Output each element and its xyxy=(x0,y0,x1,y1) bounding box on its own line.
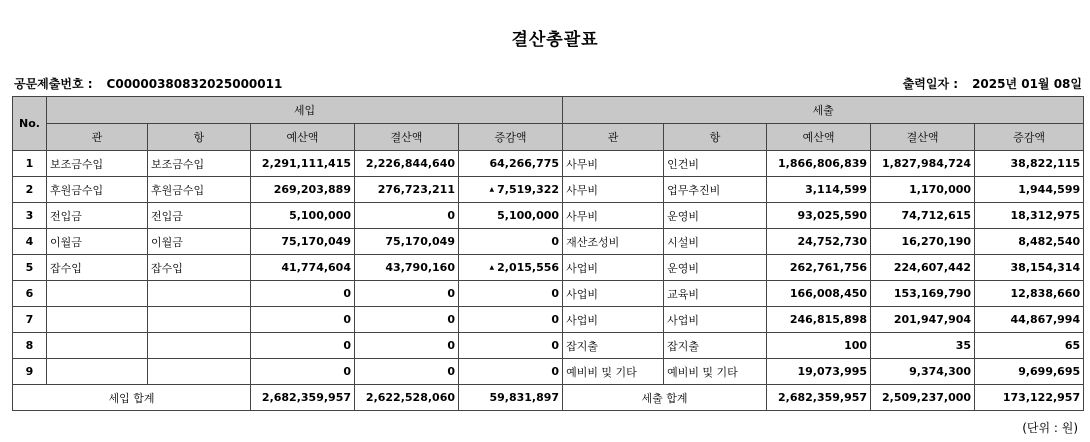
expense-diff: 18,312,975 xyxy=(975,203,1084,229)
row-no: 7 xyxy=(13,307,47,333)
income-budget: 0 xyxy=(251,307,355,333)
expense-hang: 인건비 xyxy=(664,151,767,177)
print-date xyxy=(903,75,1082,92)
income-hang xyxy=(148,333,251,359)
expense-settle: 201,947,904 xyxy=(871,307,975,333)
income-hang xyxy=(148,359,251,385)
expense-diff: 38,154,314 xyxy=(975,255,1084,281)
income-gwan xyxy=(47,359,148,385)
row-no: 9 xyxy=(13,359,47,385)
expense-settle: 224,607,442 xyxy=(871,255,975,281)
income-diff: 0 xyxy=(459,281,563,307)
header-in-settle: 결산액 xyxy=(355,124,459,151)
expense-hang: 시설비 xyxy=(664,229,767,255)
expense-total-diff: 173,122,957 xyxy=(975,385,1084,411)
income-gwan: 이월금 xyxy=(47,229,148,255)
header-ex-settle: 결산액 xyxy=(871,124,975,151)
income-total-settle: 2,622,528,060 xyxy=(355,385,459,411)
income-hang: 전입금 xyxy=(148,203,251,229)
expense-settle: 16,270,190 xyxy=(871,229,975,255)
income-hang xyxy=(148,307,251,333)
expense-diff: 38,822,115 xyxy=(975,151,1084,177)
income-settle: 0 xyxy=(355,203,459,229)
income-budget: 0 xyxy=(251,333,355,359)
table-row xyxy=(13,359,1084,385)
income-gwan xyxy=(47,333,148,359)
expense-settle: 1,827,984,724 xyxy=(871,151,975,177)
income-gwan: 전입금 xyxy=(47,203,148,229)
expense-settle: 1,170,000 xyxy=(871,177,975,203)
header-ex-gwan: 관 xyxy=(563,124,664,151)
income-gwan: 보조금수입 xyxy=(47,151,148,177)
table-row xyxy=(13,333,1084,359)
expense-diff: 65 xyxy=(975,333,1084,359)
income-budget: 75,170,049 xyxy=(251,229,355,255)
income-diff: 64,266,775 xyxy=(459,151,563,177)
income-gwan: 잡수입 xyxy=(47,255,148,281)
settlement-table xyxy=(12,96,1084,411)
income-hang: 보조금수입 xyxy=(148,151,251,177)
header-ex-budget: 예산액 xyxy=(767,124,871,151)
expense-diff: 9,699,695 xyxy=(975,359,1084,385)
income-diff: 0 xyxy=(459,359,563,385)
expense-gwan: 잡지출 xyxy=(563,333,664,359)
income-budget: 0 xyxy=(251,359,355,385)
income-settle: 0 xyxy=(355,307,459,333)
income-settle: 75,170,049 xyxy=(355,229,459,255)
row-no: 8 xyxy=(13,333,47,359)
table-row xyxy=(13,177,1084,203)
row-no: 6 xyxy=(13,281,47,307)
income-diff: ▲ 7,519,322 xyxy=(459,177,563,203)
header-in-budget: 예산액 xyxy=(251,124,355,151)
doc-number xyxy=(14,75,282,92)
expense-budget: 246,815,898 xyxy=(767,307,871,333)
header-income: 세입 xyxy=(47,97,563,124)
row-no: 2 xyxy=(13,177,47,203)
header-ex-diff: 증감액 xyxy=(975,124,1084,151)
income-total-label: 세입 합계 xyxy=(13,385,251,411)
income-hang: 후원금수입 xyxy=(148,177,251,203)
expense-gwan: 예비비 및 기타 xyxy=(563,359,664,385)
header-in-gwan: 관 xyxy=(47,124,148,151)
header-in-hang: 항 xyxy=(148,124,251,151)
header-ex-hang: 항 xyxy=(664,124,767,151)
expense-settle: 9,374,300 xyxy=(871,359,975,385)
income-settle: 0 xyxy=(355,281,459,307)
expense-budget: 166,008,450 xyxy=(767,281,871,307)
expense-budget: 3,114,599 xyxy=(767,177,871,203)
expense-settle: 74,712,615 xyxy=(871,203,975,229)
expense-budget: 93,025,590 xyxy=(767,203,871,229)
income-budget: 269,203,889 xyxy=(251,177,355,203)
doc-number-label: 공문제출번호 : xyxy=(14,77,93,91)
print-date-label: 출력일자 : xyxy=(902,77,959,91)
header-no: No. xyxy=(13,97,47,151)
income-total-diff: 59,831,897 xyxy=(459,385,563,411)
expense-gwan: 사업비 xyxy=(563,307,664,333)
row-no: 3 xyxy=(13,203,47,229)
expense-hang: 교육비 xyxy=(664,281,767,307)
income-settle: 0 xyxy=(355,359,459,385)
expense-hang: 사업비 xyxy=(664,307,767,333)
row-no: 1 xyxy=(13,151,47,177)
expense-budget: 24,752,730 xyxy=(767,229,871,255)
header-in-diff: 증감액 xyxy=(459,124,563,151)
expense-hang: 운영비 xyxy=(664,203,767,229)
totals-row xyxy=(13,385,1084,411)
expense-diff: 1,944,599 xyxy=(975,177,1084,203)
row-no: 5 xyxy=(13,255,47,281)
table-row xyxy=(13,281,1084,307)
table-row xyxy=(13,229,1084,255)
income-budget: 41,774,604 xyxy=(251,255,355,281)
income-settle: 43,790,160 xyxy=(355,255,459,281)
expense-budget: 19,073,995 xyxy=(767,359,871,385)
page-title: 결산총괄표 xyxy=(511,30,599,50)
expense-total-label: 세출 합계 xyxy=(563,385,767,411)
income-diff: 0 xyxy=(459,229,563,255)
expense-gwan: 사업비 xyxy=(563,255,664,281)
income-hang: 잡수입 xyxy=(148,255,251,281)
expense-diff: 8,482,540 xyxy=(975,229,1084,255)
expense-gwan: 사업비 xyxy=(563,281,664,307)
income-budget: 0 xyxy=(251,281,355,307)
expense-hang: 운영비 xyxy=(664,255,767,281)
income-budget: 2,291,111,415 xyxy=(251,151,355,177)
income-gwan: 후원금수입 xyxy=(47,177,148,203)
expense-budget: 1,866,806,839 xyxy=(767,151,871,177)
expense-settle: 35 xyxy=(871,333,975,359)
income-settle: 0 xyxy=(355,333,459,359)
header-expense: 세출 xyxy=(563,97,1084,124)
print-date-value: 2025년 01월 08일 xyxy=(972,77,1082,91)
expense-total-budget: 2,682,359,957 xyxy=(767,385,871,411)
row-no: 4 xyxy=(13,229,47,255)
income-gwan xyxy=(47,281,148,307)
expense-gwan: 사무비 xyxy=(563,151,664,177)
expense-hang: 잡지출 xyxy=(664,333,767,359)
expense-settle: 153,169,790 xyxy=(871,281,975,307)
expense-budget: 100 xyxy=(767,333,871,359)
income-budget: 5,100,000 xyxy=(251,203,355,229)
income-diff: 0 xyxy=(459,307,563,333)
expense-total-settle: 2,509,237,000 xyxy=(871,385,975,411)
expense-diff: 44,867,994 xyxy=(975,307,1084,333)
expense-hang: 예비비 및 기타 xyxy=(664,359,767,385)
expense-gwan: 재산조성비 xyxy=(563,229,664,255)
income-total-budget: 2,682,359,957 xyxy=(251,385,355,411)
income-settle: 2,226,844,640 xyxy=(355,151,459,177)
income-diff: ▲ 2,015,556 xyxy=(459,255,563,281)
expense-diff: 12,838,660 xyxy=(975,281,1084,307)
expense-gwan: 사무비 xyxy=(563,203,664,229)
income-diff: 0 xyxy=(459,333,563,359)
income-settle: 276,723,211 xyxy=(355,177,459,203)
table-row xyxy=(13,307,1084,333)
table-row xyxy=(13,203,1084,229)
expense-gwan: 사무비 xyxy=(563,177,664,203)
unit-note: (단위 : 원) xyxy=(1022,421,1078,435)
expense-budget: 262,761,756 xyxy=(767,255,871,281)
doc-number-value: C00000380832025000011 xyxy=(106,77,283,91)
income-hang xyxy=(148,281,251,307)
table-row xyxy=(13,255,1084,281)
income-gwan xyxy=(47,307,148,333)
expense-hang: 업무추진비 xyxy=(664,177,767,203)
income-hang: 이월금 xyxy=(148,229,251,255)
table-row xyxy=(13,151,1084,177)
income-diff: 5,100,000 xyxy=(459,203,563,229)
